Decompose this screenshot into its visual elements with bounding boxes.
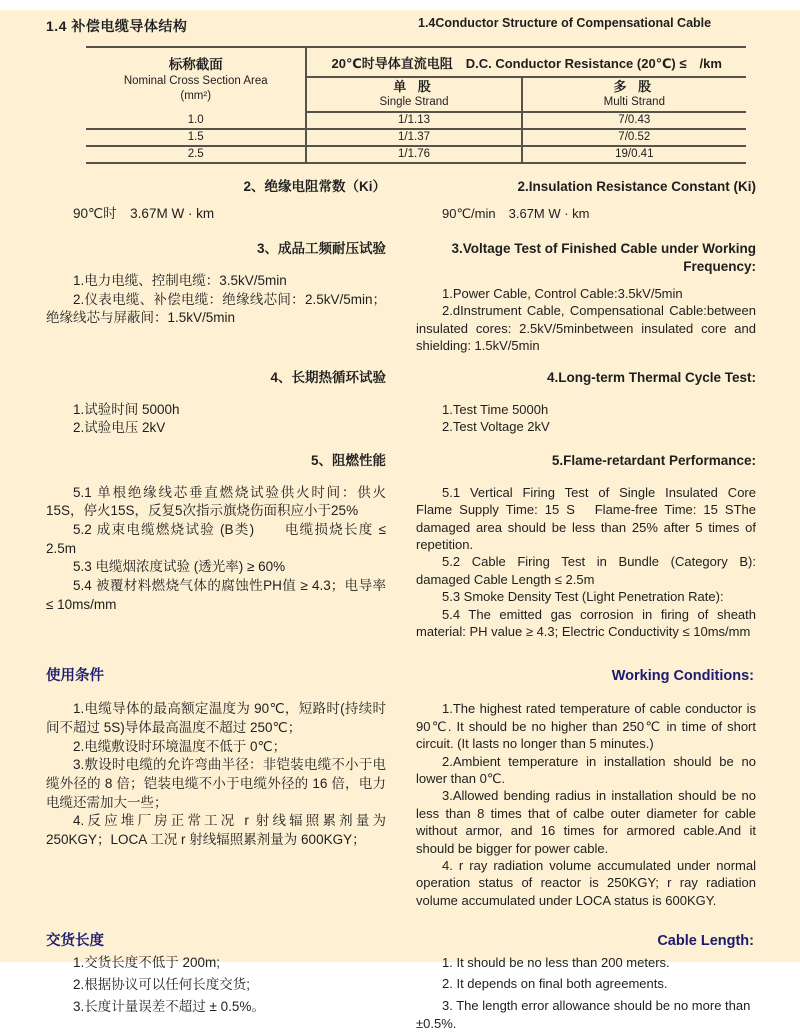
list-item: 3.长度计量误差不超过 ± 0.5%。	[73, 999, 265, 1015]
section-2-heading-zh: 2、绝缘电阻常数（Ki）	[243, 179, 386, 194]
section-5-row	[46, 452, 770, 641]
single-strand-en: Single Strand	[379, 96, 449, 108]
working-conditions-row	[46, 666, 756, 909]
paragraph: 2.Test Voltage 2kV	[442, 418, 550, 434]
paragraph: 5.4 The emitted gas corrosion in firing of sheath material: PH value ≥ 4.3; Electric Conductivity ≤ 10ms/mm	[416, 606, 756, 640]
paragraph: 3.Allowed bending radius in installation should be no less than 8 times that of calbe outer diameter for cable without armor, and 16 times for armored cable.And it should be bigger for power cable.	[416, 788, 756, 856]
cable-length-heading-zh: 交货长度	[46, 933, 104, 950]
paragraph: 4.反应堆厂房正常工况 r 射线辐照累剂量为 250KGY；LOCA 工况 r 射线辐照累剂量为 600KGY；	[46, 813, 386, 847]
working-conditions-zh	[46, 666, 386, 909]
working-conditions-en	[416, 666, 756, 909]
table-cell-single: 1/1.37	[306, 129, 521, 146]
paragraph: 2.dInstrument Cable, Compensational Cable:between insulated cores: 2.5kV/5minbetween insulated core and shielding: 1.5kV/5min	[416, 303, 756, 354]
nominal-cross-section-header-cell	[86, 47, 306, 112]
paragraph: 3.敷设时电缆的允许弯曲半径：非铠装电缆不小于电缆外径的 8 倍；铠装电缆不小于电缆外径的 16 倍，电力电缆还需加大一些；	[46, 757, 386, 810]
paragraph: 2.Ambient temperature in installation should be no lower than 0℃.	[416, 753, 756, 787]
page-title-en: 1.4Conductor Structure of Compensational Cable	[418, 16, 712, 30]
list-item: 3. The length error allowance should be no more than ±0.5%.	[416, 997, 751, 1031]
nominal-header-zh: 标称截面	[168, 57, 223, 72]
section-4-row	[46, 369, 756, 438]
list-item: 1. It should be no less than 200 meters.	[442, 955, 670, 971]
section-2-row	[46, 178, 756, 224]
table-cell-size: 1.0	[86, 112, 306, 129]
paragraph: 5.1 单根绝缘线芯垂直燃烧试验供火时间：供火15S，停火15S，反复5次指示旗烧伤面积应小于25%	[46, 484, 386, 519]
paragraph: 1.电缆导体的最高额定温度为 90℃，短路时(持续时间不超过 5S)导体最高温度不超过 250℃；	[46, 701, 386, 736]
section-2-value-en: 90℃/min 3.67M W · km	[442, 206, 590, 221]
section-3-zh	[46, 240, 386, 355]
title-row	[46, 16, 756, 36]
working-conditions-heading-en: Working Conditions:	[611, 668, 754, 685]
paragraph: 1.The highest rated temperature of cable conductor is 90℃. It should be no higher than 250℃ in time of short circuit. (It lasts no longer than 5 minutes.)	[416, 701, 756, 752]
nominal-header-unit: (mm²)	[180, 90, 212, 102]
paragraph: 1.电力电缆、控制电缆：3.5kV/5min	[73, 272, 287, 288]
section-3-heading-zh: 3、成品工频耐压试验	[256, 240, 386, 256]
paragraph: 1.试验时间 5000h	[73, 401, 180, 417]
paragraph: 5.4 被覆材料燃烧气体的腐蚀性PH值 ≥ 4.3；电导率 ≤ 10ms/mm	[46, 577, 386, 612]
cable-length-zh	[46, 931, 386, 1036]
list-item: 1.交货长度不低于 200m;	[73, 955, 221, 971]
table-row	[86, 129, 746, 146]
paragraph: 2.电缆敷设时环境温度不低于 0℃；	[73, 738, 287, 754]
section-2-value-zh: 90℃时 3.67M W · km	[73, 206, 215, 221]
section-5-heading-en: 5.Flame-retardant Performance:	[551, 452, 756, 468]
table-header-row-1	[86, 47, 746, 77]
section-2-heading-en: 2.Insulation Resistance Constant (Ki)	[517, 179, 756, 194]
multi-strand-zh: 多 股	[613, 79, 656, 94]
paragraph: 1.Power Cable, Control Cable:3.5kV/5min	[442, 285, 683, 301]
table-cell-single: 1/1.76	[306, 146, 521, 163]
section-3-row	[46, 240, 756, 355]
section-5-en	[416, 452, 770, 641]
section-4-en	[416, 369, 756, 438]
paragraph: 2.仪表电缆、补偿电缆：绝缘线芯间：2.5kV/5min；绝缘线芯与屏蔽间：1.5kV/5min	[46, 291, 386, 326]
table-cell-size: 2.5	[187, 148, 204, 160]
table-cell-multi: 7/0.52	[522, 129, 746, 146]
paragraph: 5.2 成束电缆燃烧试验 (B类) 电缆损烧长度 ≤ 2.5m	[46, 522, 386, 556]
table-row	[86, 112, 746, 129]
section-3-en	[416, 240, 756, 355]
working-conditions-heading-zh: 使用条件	[46, 668, 104, 685]
paragraph: 4. r ray radiation volume accumulated under normal operation status of reactor is 250KGY; r ray radiation volume accumulated under LOCA status is 600KGY.	[416, 858, 756, 908]
table-cell-multi: 19/0.41	[522, 146, 746, 163]
list-item: 2.根据协议可以任何长度交货;	[73, 977, 251, 993]
page-title-zh: 1.4 补偿电缆导体结构	[46, 18, 188, 34]
paragraph: 2.试验电压 2kV	[73, 420, 166, 436]
paragraph: 5.3 电缆烟浓度试验 (透光率) ≥ 60%	[73, 559, 286, 575]
section-4-heading-en: 4.Long-term Thermal Cycle Test:	[546, 369, 756, 385]
section-5-heading-zh: 5、阻燃性能	[310, 452, 386, 468]
multi-strand-header-cell	[522, 77, 746, 112]
table-row	[86, 146, 746, 163]
conductor-structure-table	[86, 46, 746, 164]
single-strand-zh: 单 股	[393, 79, 435, 94]
table-cell-single: 1/1.13	[306, 112, 521, 129]
resistance-header-cell: 20℃时导体直流电阻 D.C. Conductor Resistance (20℃) ≤ /km	[306, 47, 746, 77]
section-2-zh	[46, 178, 386, 224]
section-5-zh	[46, 452, 386, 641]
paragraph: 5.2 Cable Firing Test in Bundle (Category B): damaged Cable Length ≤ 2.5m	[416, 554, 756, 587]
list-item: 2. It depends on final both agreements.	[442, 976, 668, 992]
section-2-en	[416, 178, 756, 224]
table-cell-size: 1.5	[86, 129, 306, 146]
section-4-zh	[46, 369, 386, 438]
paragraph: 5.3 Smoke Density Test (Light Penetration Rate):	[442, 589, 724, 605]
paragraph: 1.Test Time 5000h	[442, 401, 549, 417]
section-3-heading-en: 3.Voltage Test of Finished Cable under Working Frequency:	[451, 240, 756, 274]
paper-background	[0, 10, 800, 1031]
cable-length-en	[416, 931, 756, 1036]
table-cell-multi: 7/0.43	[522, 112, 746, 129]
multi-strand-en: Multi Strand	[603, 96, 665, 108]
section-4-heading-zh: 4、长期热循环试验	[270, 369, 386, 385]
cable-length-heading-en: Cable Length:	[657, 933, 754, 950]
paragraph: 5.1 Vertical Firing Test of Single Insulated Core Flame Supply Time: 15 S Flame-free Time: 15 SThe damaged area should be less than 25% after 5 times of repetition.	[416, 484, 770, 552]
nominal-header-en: Nominal Cross Section Area	[123, 75, 268, 87]
cable-length-row	[46, 931, 756, 1036]
single-strand-header-cell	[306, 77, 521, 112]
